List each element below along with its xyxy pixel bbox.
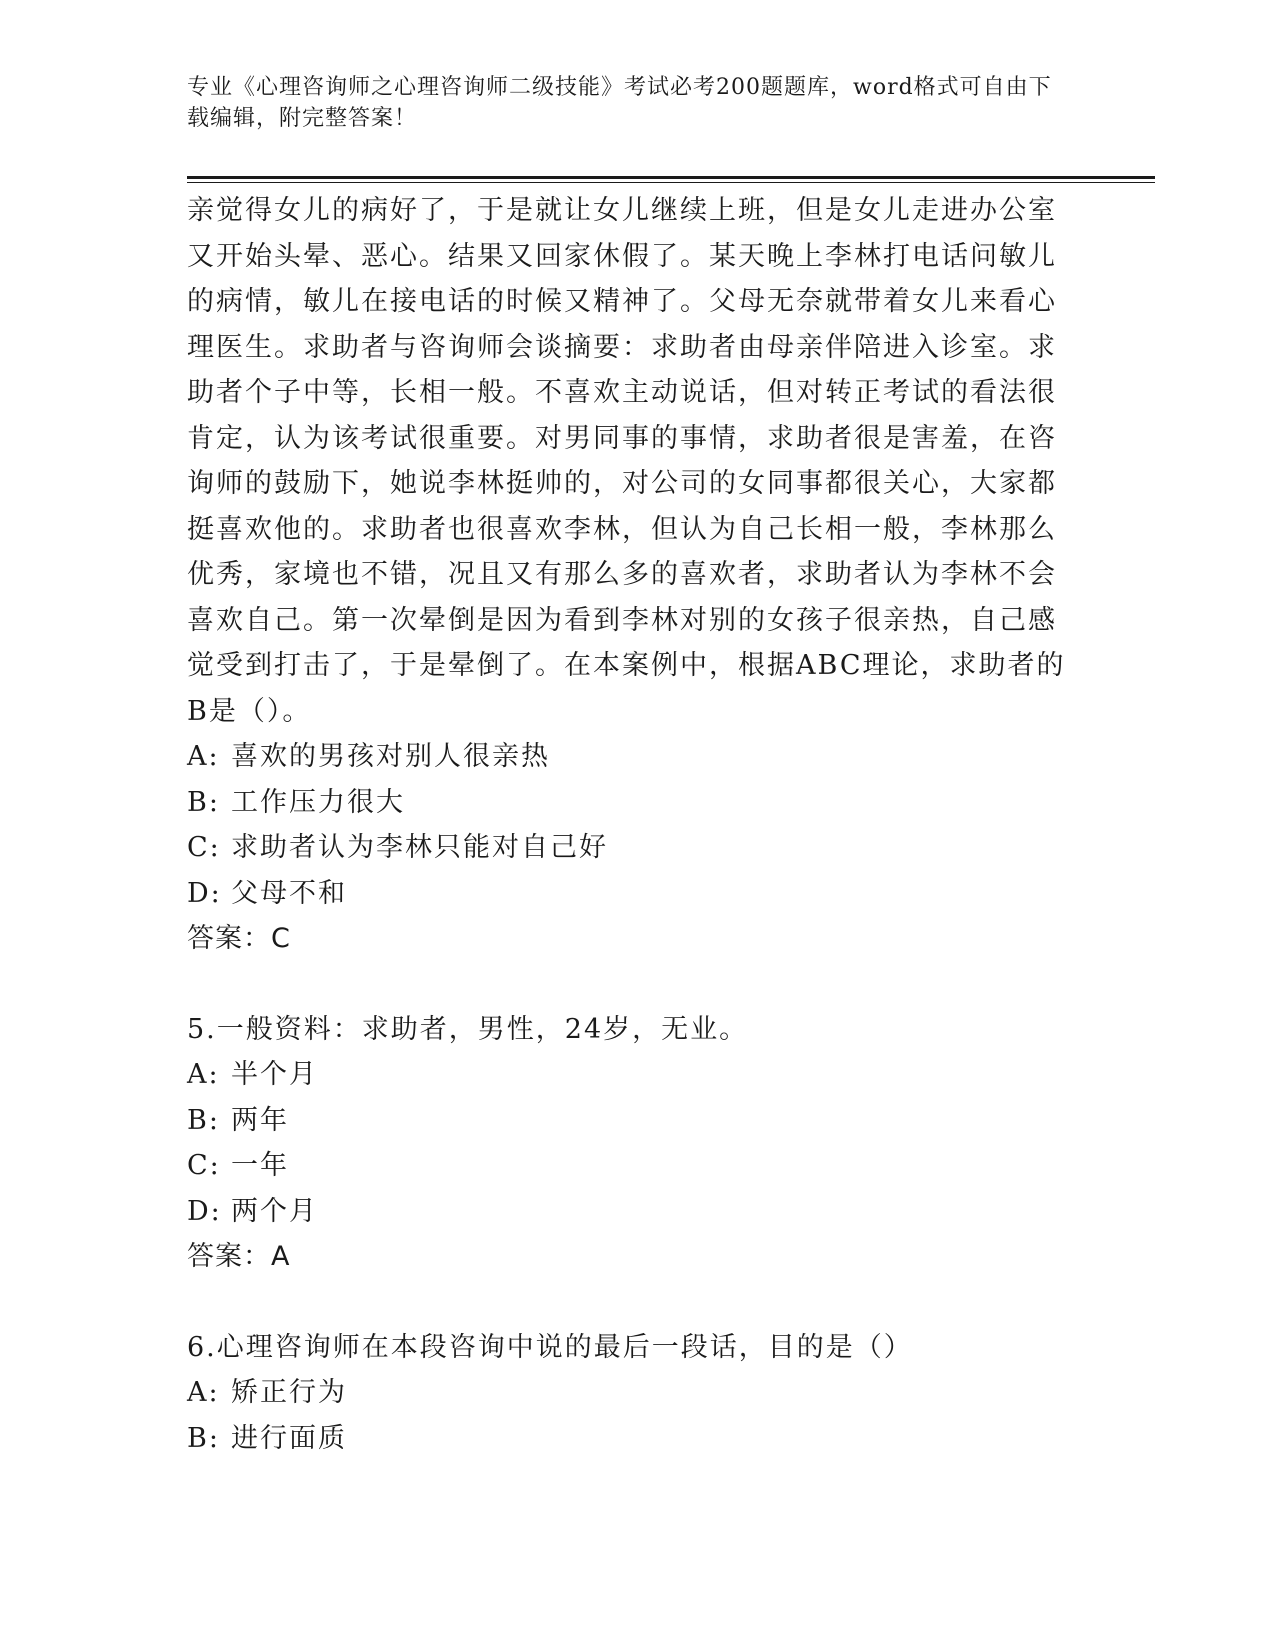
option-text: 求助者认为李林只能对自己好 <box>231 832 608 863</box>
option-text: 矫正行为 <box>231 1377 347 1408</box>
option-key: D: <box>187 1195 222 1227</box>
question-5-option-b <box>187 1098 1067 1144</box>
question-4 <box>187 188 1067 962</box>
option-text: 进行面质 <box>231 1422 347 1454</box>
question-4-option-b <box>187 780 1067 826</box>
question-6-option-a <box>187 1370 1067 1416</box>
question-4-line: 肯定，认为该考试很重要。对男同事的事情，求助者很是害羞，在咨 <box>187 422 1057 454</box>
question-4-line: B是（）。 <box>187 695 312 727</box>
question-4-line: 觉受到打击了，于是晕倒了。在本案例中，根据ABC理论，求助者的 <box>187 650 1066 681</box>
question-6-option-b <box>187 1416 1067 1462</box>
header-divider-thick <box>187 176 1155 179</box>
question-4-line: 优秀，家境也不错，况且又有那么多的喜欢者，求助者认为李林不会 <box>187 559 1057 590</box>
question-4-line: 又开始头晕、恶心。结果又回家休假了。某天晚上李林打电话问敏儿 <box>187 240 1057 272</box>
question-5-title: 5.一般资料：求助者，男性，24岁，无业。 <box>187 1013 749 1045</box>
spacer <box>187 962 1067 1007</box>
question-5-answer: 答案：A <box>187 1241 291 1272</box>
option-key: C: <box>187 1150 221 1181</box>
option-text: 喜欢的男孩对别人很亲热 <box>231 741 550 772</box>
option-text: 两年 <box>231 1104 289 1136</box>
question-4-line: 询师的鼓励下，她说李林挺帅的，对公司的女同事都很关心，大家都 <box>187 468 1057 499</box>
question-4-option-d <box>187 871 1067 917</box>
question-4-answer: 答案：C <box>187 923 291 954</box>
option-text: 父母不和 <box>231 877 347 909</box>
question-4-line: 挺喜欢他的。求助者也很喜欢李林，但认为自己长相一般，李林那么 <box>187 513 1057 545</box>
question-4-line: 喜欢自己。第一次晕倒是因为看到李林对别的女孩子很亲热，自己感 <box>187 604 1057 636</box>
question-5-option-c <box>187 1143 1067 1189</box>
option-key: C: <box>187 832 221 863</box>
option-key: B: <box>187 1422 220 1454</box>
question-4-line: 的病情，敏儿在接电话的时候又精神了。父母无奈就带着女儿来看心 <box>187 286 1057 317</box>
option-text: 工作压力很大 <box>231 786 405 818</box>
document-header: 专业《心理咨询师之心理咨询师二级技能》考试必考200题题库，word格式可自由下载编辑，附完整答案！ <box>187 75 1052 131</box>
question-4-line: 理医生。求助者与咨询师会谈摘要：求助者由母亲伴陪进入诊室。求 <box>187 331 1057 363</box>
question-5-option-a <box>187 1052 1067 1098</box>
option-text: 半个月 <box>231 1059 318 1090</box>
option-text: 一年 <box>231 1150 289 1181</box>
question-6-title: 6.心理咨询师在本段咨询中说的最后一段话，目的是（） <box>187 1331 913 1363</box>
question-5-option-d <box>187 1189 1067 1235</box>
question-4-option-a <box>187 734 1067 780</box>
question-4-line: 助者个子中等，长相一般。不喜欢主动说话，但对转正考试的看法很 <box>187 377 1057 408</box>
option-text: 两个月 <box>231 1195 318 1227</box>
spacer <box>187 1280 1067 1325</box>
option-key: A: <box>187 1059 220 1090</box>
option-key: B: <box>187 786 220 818</box>
document-body <box>187 188 1067 1461</box>
option-key: A: <box>187 1377 220 1408</box>
question-6 <box>187 1325 1067 1462</box>
question-4-line: 亲觉得女儿的病好了，于是就让女儿继续上班，但是女儿走进办公室 <box>187 195 1057 226</box>
question-5 <box>187 1007 1067 1280</box>
header-divider-thin <box>187 182 1155 183</box>
option-key: D: <box>187 877 222 909</box>
question-4-option-c <box>187 825 1067 871</box>
option-key: B: <box>187 1104 220 1136</box>
option-key: A: <box>187 741 220 772</box>
